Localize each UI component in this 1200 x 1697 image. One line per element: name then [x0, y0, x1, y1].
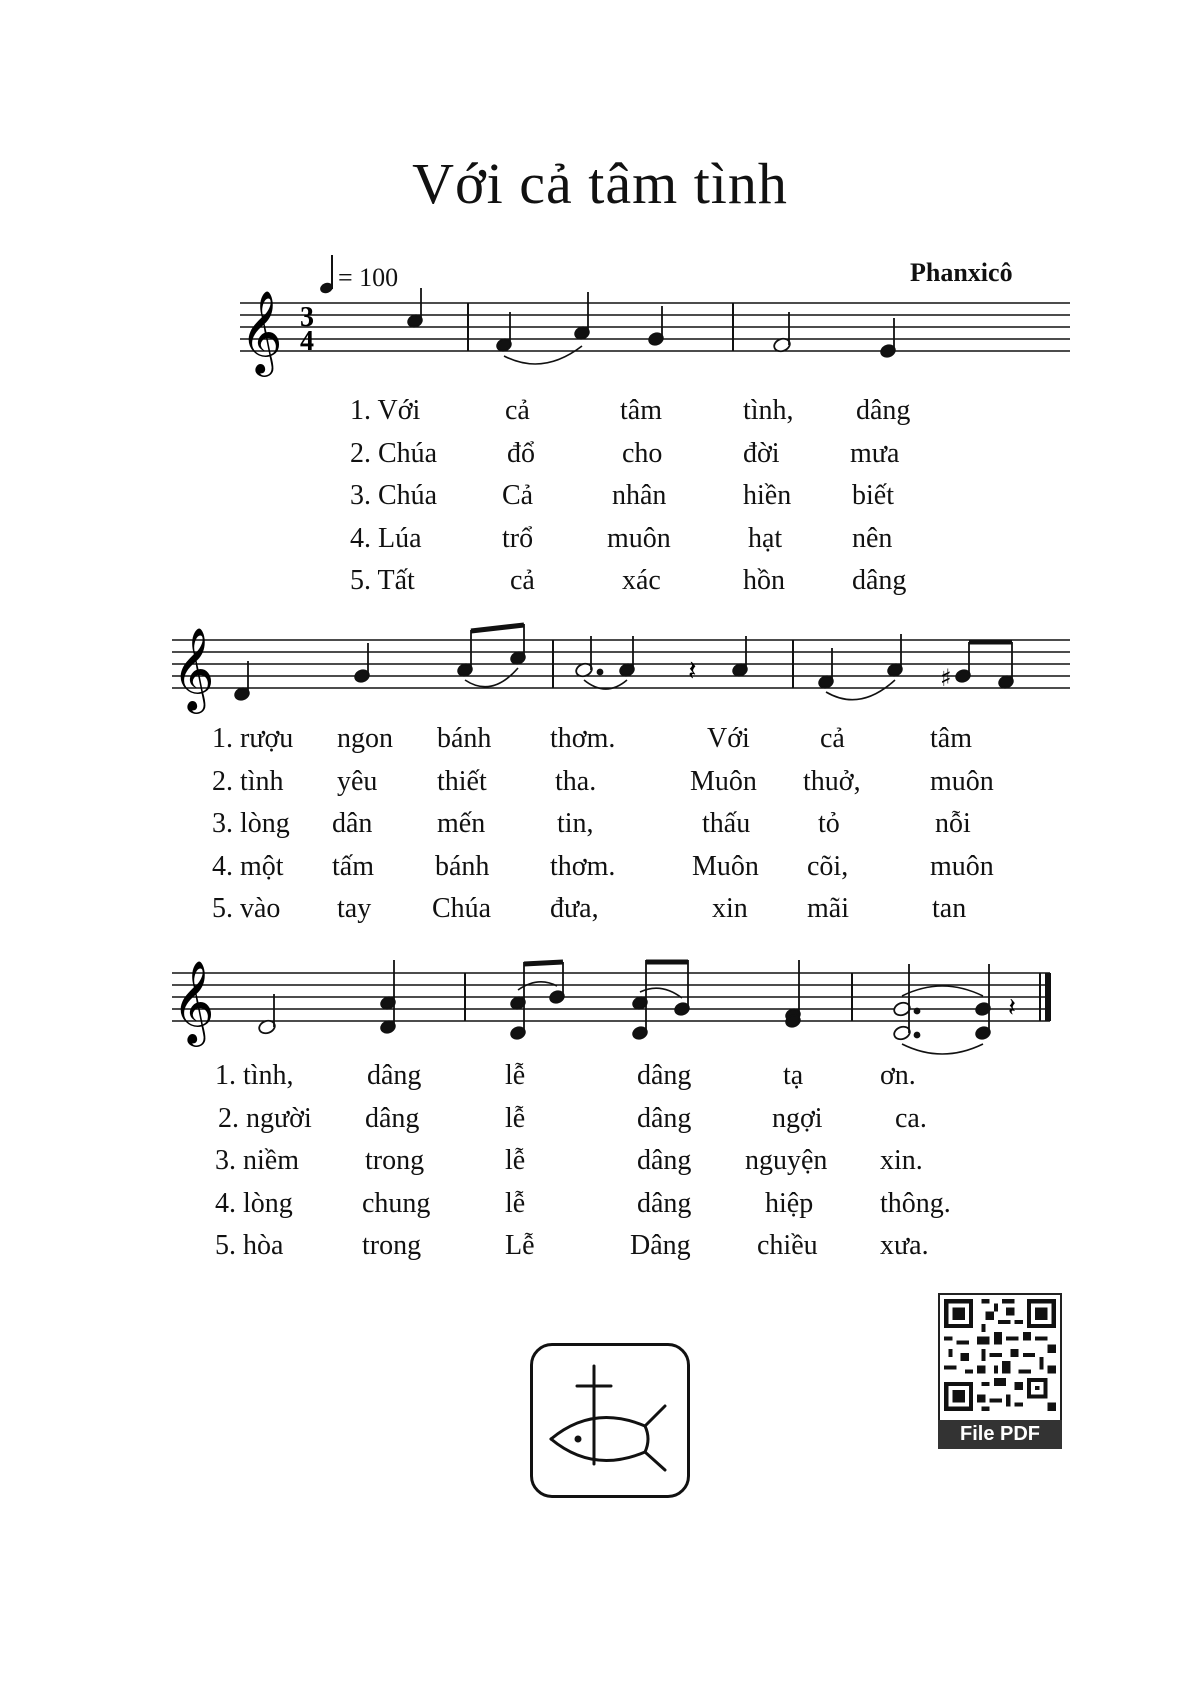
lyric-syllable: Với: [707, 723, 750, 754]
cross-fish-icon: [533, 1346, 687, 1495]
lyric-syllable: nhân: [612, 480, 667, 511]
lyric-syllable: 5. Tất: [350, 565, 415, 596]
lyric-syllable: xác: [622, 565, 661, 596]
cross-fish-logo: [530, 1343, 690, 1498]
lyric-syllable: 2. người: [218, 1102, 312, 1134]
lyric-syllable: Muôn: [690, 765, 757, 797]
lyric-syllable: ngon: [337, 723, 393, 754]
lyric-syllable: tay: [337, 893, 372, 924]
lyric-syllable: nên: [852, 522, 893, 554]
lyric-syllable: dâng: [852, 565, 907, 596]
lyric-verse-5: [0, 888, 1200, 931]
lyric-syllable: trong: [362, 1230, 422, 1261]
lyric-syllable: muôn: [930, 765, 994, 797]
composer-name: Phanxicô: [910, 258, 1013, 287]
lyric-syllable: dâng: [367, 1060, 422, 1091]
lyric-verse-1: [0, 1055, 1200, 1098]
lyric-syllable: 4. một: [212, 850, 284, 882]
lyric-syllable: 3. lòng: [212, 808, 290, 839]
lyric-syllable: trổ: [502, 522, 534, 554]
lyric-syllable: 1. Với: [350, 395, 421, 426]
lyric-syllable: chung: [362, 1187, 431, 1219]
sharp-icon: ♯: [940, 664, 952, 692]
lyric-syllable: yêu: [337, 765, 378, 797]
time-sig-top: 3: [300, 302, 314, 333]
lyric-syllable: cho: [622, 437, 663, 469]
qr-code-icon: [940, 1295, 1060, 1415]
lyric-syllable: chiều: [757, 1230, 818, 1261]
lyric-syllable: lễ: [505, 1187, 526, 1219]
lyric-syllable: lễ: [505, 1145, 526, 1176]
lyric-syllable: dâng: [365, 1102, 420, 1134]
lyric-syllable: dâng: [637, 1102, 692, 1134]
lyric-verse-5: [0, 560, 1200, 603]
lyric-syllable: tan: [932, 893, 967, 924]
lyric-syllable: trong: [365, 1145, 425, 1176]
lyric-syllable: tỏ: [818, 808, 840, 839]
lyric-syllable: Muôn: [692, 850, 759, 882]
lyric-syllable: tạ: [783, 1060, 804, 1091]
lyric-syllable: thơm.: [550, 850, 616, 882]
lyric-syllable: 1. rượu: [212, 723, 294, 754]
lyric-syllable: 1. tình,: [215, 1060, 294, 1091]
lyric-verse-3: [0, 475, 1200, 518]
lyric-verse-2: [0, 761, 1200, 804]
lyric-syllable: cả: [510, 565, 535, 596]
lyric-syllable: ngợi: [772, 1102, 823, 1134]
lyric-syllable: cả: [820, 723, 845, 754]
lyric-syllable: tin,: [557, 808, 594, 839]
quarter-rest-icon: 𝄽: [688, 654, 697, 687]
lyric-syllable: mến: [437, 808, 486, 839]
lyric-syllable: tha.: [555, 765, 597, 797]
lyric-syllable: đưa,: [550, 893, 599, 924]
lyric-syllable: thiết: [437, 765, 487, 797]
lyric-verse-3: [0, 1140, 1200, 1183]
lyric-syllable: xin: [712, 893, 748, 924]
song-title: Với cả tâm tình: [412, 151, 788, 216]
lyric-syllable: nỗi: [935, 808, 971, 839]
time-sig-bottom: 4: [300, 326, 314, 357]
lyric-syllable: dâng: [637, 1187, 692, 1219]
lyric-syllable: Lễ: [505, 1230, 535, 1261]
lyric-verse-1: [0, 718, 1200, 761]
lyric-syllable: dân: [332, 808, 373, 839]
lyric-syllable: lễ: [505, 1102, 526, 1134]
lyric-syllable: mãi: [807, 893, 849, 924]
lyric-syllable: hồn: [743, 565, 785, 596]
lyric-syllable: tâm: [620, 395, 662, 426]
lyric-syllable: 2. Chúa: [350, 437, 438, 469]
lyric-syllable: bánh: [437, 723, 492, 754]
lyric-syllable: tình,: [743, 395, 794, 426]
lyric-syllable: tấm: [332, 850, 374, 882]
lyric-syllable: muôn: [607, 522, 671, 554]
lyric-syllable: 5. hòa: [215, 1230, 284, 1261]
lyric-syllable: Cả: [502, 480, 534, 511]
lyric-syllable: bánh: [435, 850, 490, 882]
lyric-syllable: ơn.: [880, 1060, 916, 1091]
lyric-syllable: dâng: [856, 395, 911, 426]
lyric-syllable: tâm: [930, 723, 972, 754]
lyric-syllable: Dâng: [630, 1230, 691, 1261]
lyrics-system-1: [0, 390, 1200, 603]
lyric-verse-4: [0, 1183, 1200, 1226]
lyrics-system-3: [0, 1055, 1200, 1268]
lyric-syllable: nguyện: [745, 1145, 828, 1176]
lyric-syllable: thuở,: [803, 765, 861, 797]
lyric-verse-4: [0, 846, 1200, 889]
quarter-rest-icon: 𝄽: [1008, 993, 1016, 1023]
lyric-syllable: ca.: [895, 1102, 927, 1134]
lyric-syllable: đời: [743, 437, 780, 469]
lyric-syllable: thông.: [880, 1187, 951, 1219]
lyric-syllable: 5. vào: [212, 893, 281, 924]
lyric-syllable: hạt: [748, 522, 783, 554]
lyric-syllable: 3. niềm: [215, 1145, 299, 1176]
lyric-syllable: 2. tình: [212, 765, 284, 797]
lyric-syllable: cõi,: [807, 850, 849, 882]
treble-clef-icon: 𝄞: [240, 289, 283, 373]
lyric-verse-2: [0, 1098, 1200, 1141]
lyric-syllable: thơm.: [550, 723, 616, 754]
lyric-syllable: thấu: [702, 808, 751, 839]
lyric-syllable: cả: [505, 395, 530, 426]
lyric-syllable: xin.: [880, 1145, 923, 1176]
lyric-syllable: biết: [852, 480, 894, 511]
lyric-verse-4: [0, 518, 1200, 561]
lyric-syllable: mưa: [850, 437, 900, 469]
lyric-syllable: xưa.: [880, 1230, 929, 1261]
treble-clef-icon: 𝄞: [172, 626, 215, 710]
lyrics-system-2: [0, 718, 1200, 931]
lyric-syllable: đổ: [507, 437, 535, 469]
lyric-syllable: dâng: [637, 1145, 692, 1176]
lyric-syllable: hiệp: [765, 1187, 814, 1219]
staff-system-1: [0, 270, 1200, 410]
lyric-syllable: 3. Chúa: [350, 480, 438, 511]
qr-file-pdf-label[interactable]: File PDF: [938, 1420, 1062, 1449]
lyric-syllable: muôn: [930, 850, 994, 882]
treble-clef-icon: 𝄞: [172, 959, 215, 1043]
lyric-verse-2: [0, 433, 1200, 476]
lyric-syllable: Chúa: [432, 893, 492, 924]
lyric-verse-5: [0, 1225, 1200, 1268]
lyric-syllable: dâng: [637, 1060, 692, 1091]
lyric-syllable: lễ: [505, 1060, 526, 1091]
lyric-syllable: 4. Lúa: [350, 522, 422, 554]
lyric-syllable: 4. lòng: [215, 1187, 293, 1219]
tempo-value: = 100: [338, 263, 399, 292]
lyric-verse-3: [0, 803, 1200, 846]
lyric-verse-1: [0, 390, 1200, 433]
lyric-syllable: hiền: [743, 480, 792, 511]
